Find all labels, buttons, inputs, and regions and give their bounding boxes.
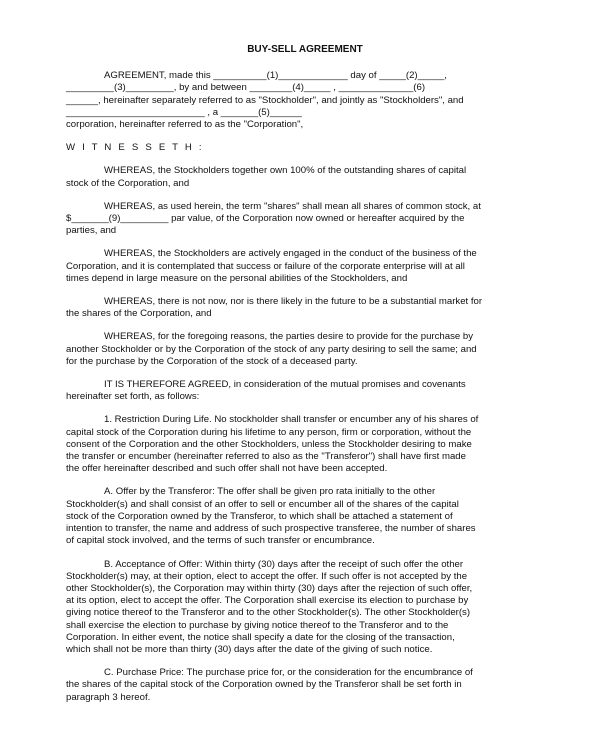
text-line: times depend in large measure on the personal abilities of the Stockholders, and bbox=[66, 272, 408, 284]
paragraph-intro bbox=[66, 70, 536, 131]
text-line: IT IS THEREFORE AGREED, in consideration of the mutual promises and covenants bbox=[104, 379, 466, 391]
text-line: for the purchase by the Corporation of the stock of a deceased party. bbox=[66, 355, 358, 367]
text-line: _________(3)_________, by and between ________(4)_____ , ______________(6) bbox=[66, 82, 426, 94]
text-line: which shall not be more than thirty (30) days after the date of the giving of such notice. bbox=[66, 643, 433, 655]
text-line: WHEREAS, the Stockholders are actively engaged in the conduct of the business of the bbox=[104, 248, 477, 260]
text-line: ______, hereinafter separately referred to as "Stockholder", and jointly as "Stockholders", and bbox=[66, 94, 464, 106]
paragraph-whereas-4 bbox=[66, 296, 536, 320]
text-line: stock of the Corporation, and bbox=[66, 177, 190, 189]
text-line: stock of the Corporation owned by the Transferor, to which shall be attached a statement of bbox=[66, 510, 453, 522]
paragraph-whereas-5 bbox=[66, 331, 536, 368]
text-line: shall exercise the election to purchase by giving notice thereof to the Transferor and to the bbox=[66, 619, 449, 631]
text-line: WHEREAS, there is not now, nor is there likely in the future to be a substantial market for bbox=[104, 296, 483, 308]
text-line: another Stockholder or by the Corporation of the stock of any party desiring to sell the same; and bbox=[66, 343, 477, 355]
text-line: intention to transfer, the name and address of such prospective transferee, the number of shares bbox=[66, 523, 476, 535]
text-line: WHEREAS, as used herein, the term "shares" shall mean all shares of common stock, at bbox=[104, 200, 481, 212]
text-line: other Stockholder(s), the Corporation may within thirty (30) days after the rejection of such offer, bbox=[66, 582, 473, 594]
text-line: hereinafter set forth, as follows: bbox=[66, 391, 200, 403]
text-line: the shares of the capital stock of the Corporation owned by the Transferor shall be set forth in bbox=[66, 679, 462, 691]
text-line: corporation, hereinafter referred to as the "Corporation", bbox=[66, 119, 304, 131]
paragraph-agreed bbox=[66, 379, 536, 403]
text-line: Stockholder(s) may, at their option, elect to accept the offer. If such offer is not accepted by the bbox=[66, 570, 468, 582]
paragraph-whereas-3 bbox=[66, 248, 536, 285]
text-line: parties, and bbox=[66, 225, 117, 237]
text-line: C. Purchase Price: The purchase price for, or the consideration for the encumbrance of bbox=[104, 667, 473, 679]
witnesseth-heading: W I T N E S S E T H : bbox=[66, 142, 204, 154]
text-line: Corporation, and it is contemplated that success or failure of the corporate enterprise will at all bbox=[66, 260, 465, 272]
text-line: WHEREAS, the Stockholders together own 100% of the outstanding shares of capital bbox=[104, 165, 467, 177]
text-line: $_______(9)_________ par value, of the Corporation now owned or hereafter acquired by the bbox=[66, 213, 465, 225]
text-line: __________________________ , a _______(5)______ bbox=[66, 106, 302, 118]
paragraph-section-b bbox=[66, 559, 536, 657]
text-line: WHEREAS, for the foregoing reasons, the parties desire to provide for the purchase by bbox=[104, 331, 474, 343]
text-line: the transfer or encumber (hereinafter referred to also as the "Transferor") shall have first made bbox=[66, 451, 466, 463]
text-line: capital stock of the Corporation during his lifetime to any person, firm or corporation, without the bbox=[66, 426, 472, 438]
text-line: of capital stock involved, and the terms of such transfer or encumbrance. bbox=[66, 535, 375, 547]
text-line: Stockholder(s) and shall consist of an offer to sell or encumber all of the shares of the capital bbox=[66, 498, 459, 510]
text-line: paragraph 3 hereof. bbox=[66, 691, 151, 703]
document-title: BUY-SELL AGREEMENT bbox=[247, 44, 363, 55]
paragraph-section-a bbox=[66, 486, 536, 547]
text-line: giving notice thereof to the Transferor and to the other Stockholder(s). The other Stockholder(s) bbox=[66, 607, 471, 619]
text-line: B. Acceptance of Offer: Within thirty (30) days after the receipt of such offer the other bbox=[104, 558, 464, 570]
text-line: the shares of the Corporation, and bbox=[66, 308, 212, 320]
text-line: Corporation. In either event, the notice shall specify a date for the closing of the transaction, bbox=[66, 631, 455, 643]
paragraph-section-c bbox=[66, 667, 536, 704]
text-line: AGREEMENT, made this __________(1)_____________ day of _____(2)_____, bbox=[104, 70, 447, 82]
text-line: the offer hereinafter described and such offer shall not have been accepted. bbox=[66, 463, 388, 475]
text-line: 1. Restriction During Life. No stockholder shall transfer or encumber any of his shares of bbox=[104, 414, 479, 426]
paragraph-whereas-1 bbox=[66, 165, 536, 189]
paragraph-whereas-2 bbox=[66, 201, 536, 238]
text-line: A. Offer by the Transferor: The offer shall be given pro rata initially to the other bbox=[104, 486, 436, 498]
text-line: at its option, elect to accept the offer. The Corporation shall exercise its election to purchase by bbox=[66, 595, 469, 607]
paragraph-section-1 bbox=[66, 414, 536, 475]
text-line: consent of the Corporation and the other Stockholders, unless the Stockholder desiring to make bbox=[66, 438, 472, 450]
